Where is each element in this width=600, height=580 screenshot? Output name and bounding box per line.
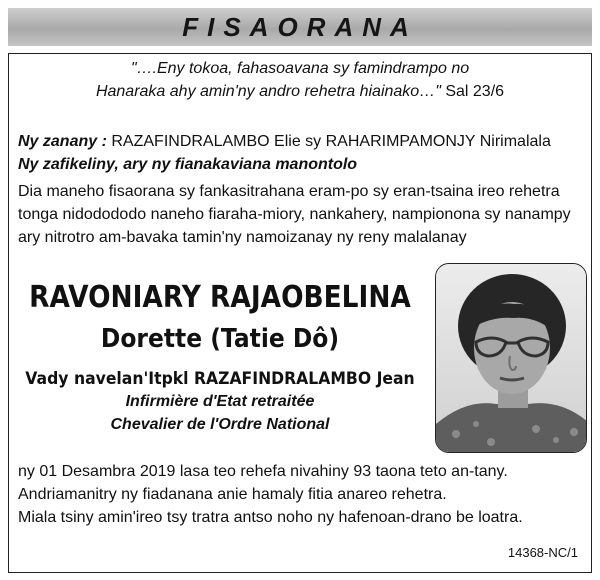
quote-reference: Sal 23/6 [440, 83, 505, 100]
closing-line-2: Andriamanitry ny fiadanana anie hamaly fitia anareo rehetra. [18, 486, 447, 503]
thanks-paragraph: Dia maneho fisaorana sy fankasitrahana eram-po sy eran-tsaina ireo rehetra tonga nidodododo naneho fiaraha-miory, nankahery, nampionona sy nanampy ary nitrotro am-bavaka tamin'ny namoizanay ny reny malalanay [18, 183, 571, 246]
reference-code: 14368-NC/1 [507, 545, 578, 560]
children-label: Ny zanany : [18, 133, 107, 150]
deceased-title-1: Infirmière d'Etat retraitée [125, 393, 315, 410]
spouse-line: Vady navelan'Itpkl RAZAFINDRALAMBO Jean [25, 369, 415, 389]
quote-line-1: "….Eny tokoa, fahasoavana sy famindrampo no [130, 60, 470, 77]
closing-line-3: Miala tsiny amin'ireo tsy tratra antso noho ny hafenoan-drano be loatra. [18, 509, 523, 526]
portrait-image [436, 264, 587, 453]
deceased-surname: RAVONIARY RAJAOBELINA [29, 280, 411, 315]
quote-line-2: Hanaraka ahy amin'ny andro rehetra hiainako…" Sal 23/6 [95, 83, 505, 100]
deceased-title-2: Chevalier de l'Ordre National [110, 416, 330, 433]
closing-line-1: ny 01 Desambra 2019 lasa teo rehefa nivahiny 93 taona teto an-tany. [18, 463, 508, 480]
grandchildren-line: Ny zafikeliny, ary ny fianakaviana manontolo [18, 156, 358, 173]
header-title: FISAORANA [182, 11, 418, 42]
portrait-photo [435, 263, 587, 453]
header-banner [8, 8, 592, 46]
deceased-given-name: Dorette (Tatie Dô) [100, 324, 340, 354]
children-names: RAZAFINDRALAMBO Elie sy RAHARIMPAMONJY Nirimalala [106, 133, 551, 150]
children-line [18, 133, 551, 151]
